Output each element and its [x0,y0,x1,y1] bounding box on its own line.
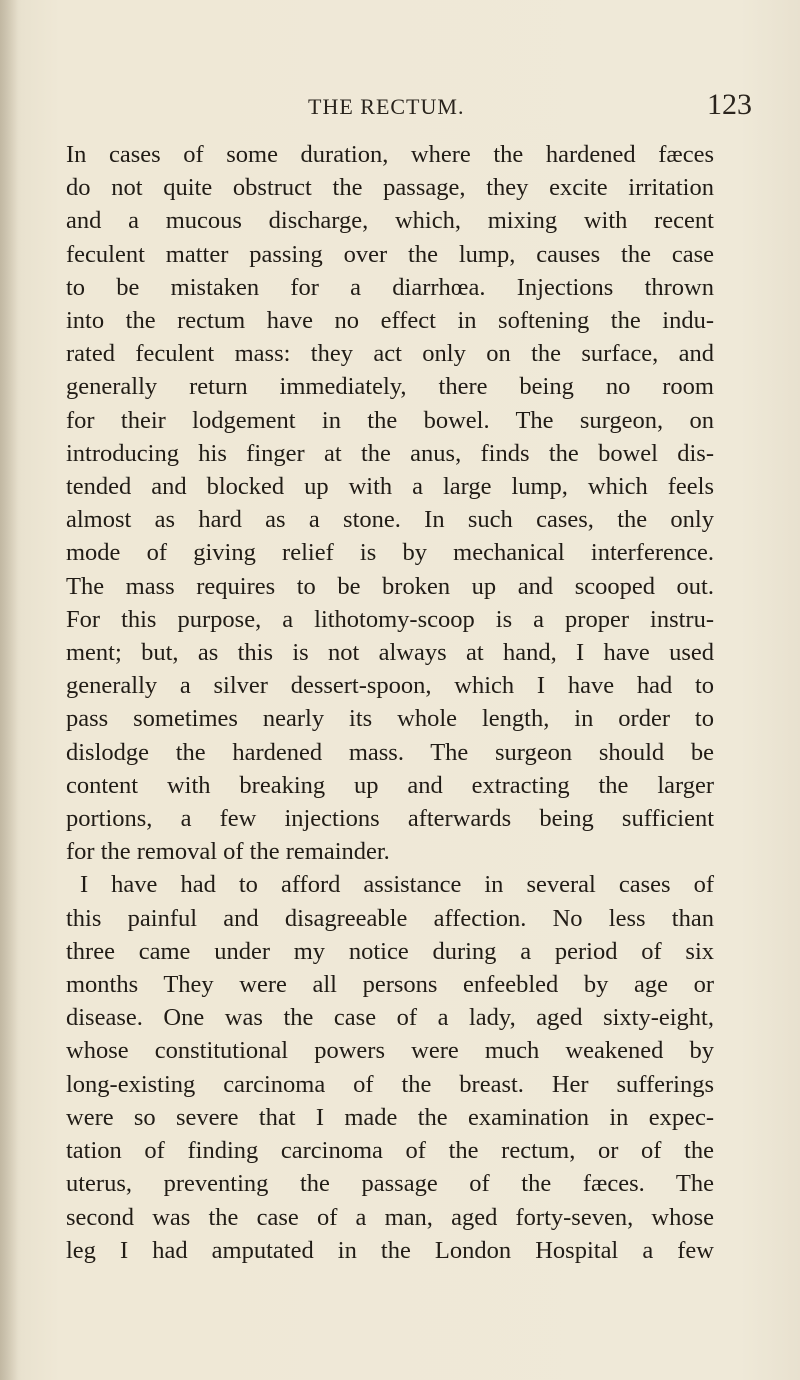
text-line: mode of giving relief is by mechanical interference. [66,539,714,567]
text-line: were so severe that I made the examination in expec- [66,1103,714,1131]
text-line: tended and blocked up with a large lump, which feels [66,473,714,501]
text-line: uterus, preventing the passage of the fæces. The [66,1170,714,1198]
text-line: for their lodgement in the bowel. The surgeon, on [66,406,714,434]
text-line: leg I had amputated in the London Hospital a few [66,1236,714,1264]
text-line: do not quite obstruct the passage, they excite irritation [66,174,714,202]
text-line: generally return immediately, there being no room [66,373,714,401]
page-header [0,88,800,128]
text-line: this painful and disagreeable affection. No less than [66,904,714,932]
text-line: feculent matter passing over the lump, causes the case [66,240,714,268]
text-line: second was the case of a man, aged forty-seven, whose [66,1203,714,1231]
text-line: disease. One was the case of a lady, aged sixty-eight, [66,1004,714,1032]
text-line: almost as hard as a stone. In such cases, the only [66,506,714,534]
text-line: whose constitutional powers were much weakened by [66,1037,714,1065]
text-line: into the rectum have no effect in softening the indu- [66,307,714,335]
text-line: content with breaking up and extracting the larger [66,771,714,799]
text-line: three came under my notice during a period of six [66,937,714,965]
text-line: In cases of some duration, where the hardened fæces [66,141,714,168]
text-line: tation of finding carcinoma of the rectum, or of the [66,1137,714,1165]
text-line: portions, a few injections afterwards being sufficient [66,805,714,833]
text-line: For this purpose, a lithotomy-scoop is a proper instru- [66,605,714,633]
text-line: and a mucous discharge, which, mixing with recent [66,207,714,235]
text-line: introducing his finger at the anus, finds the bowel dis- [66,439,714,467]
text-line: rated feculent mass: they act only on the surface, and [66,340,714,368]
text-line: The mass requires to be broken up and scooped out. [66,572,714,600]
gutter-shadow [0,0,18,1380]
paragraph-end-line: for the removal of the remainder. [66,838,390,866]
text-line: dislodge the hardened mass. The surgeon should be [66,738,714,766]
paragraph-start-line: I have had to afford assistance in several cases of [80,871,714,899]
running-title: THE RECTUM. [308,94,465,119]
body-text [66,138,714,1267]
page-number: 123 [707,88,752,121]
text-line: generally a silver dessert-spoon, which I have had to [66,672,714,700]
text-line: to be mistaken for a diarrhœa. Injections thrown [66,273,714,301]
text-line: long-existing carcinoma of the breast. Her sufferings [66,1070,714,1098]
text-line: ment; but, as this is not always at hand, I have used [66,639,714,667]
text-line: months They were all persons enfeebled by age or [66,971,714,999]
text-line: pass sometimes nearly its whole length, in order to [66,705,714,733]
